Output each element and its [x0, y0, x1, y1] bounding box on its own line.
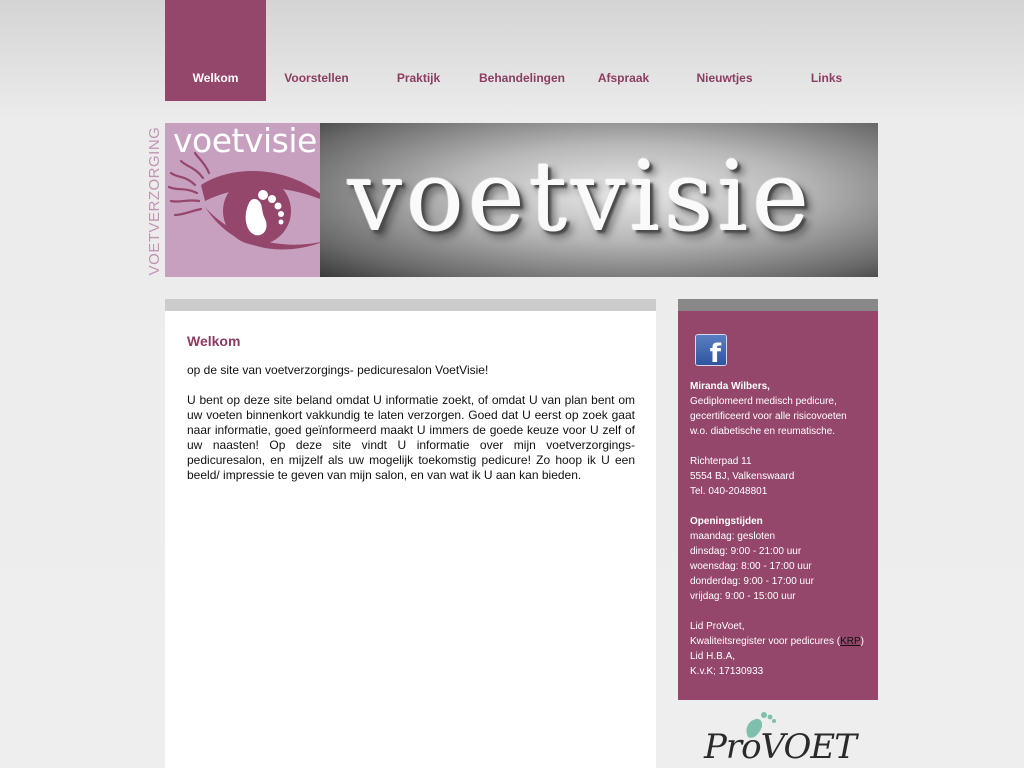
member-hba: Lid H.B.A,	[690, 651, 736, 662]
main-topbar	[165, 299, 656, 311]
hours-wed: woensdag: 8:00 - 17:00 uur	[690, 561, 812, 572]
logo-title: voetvisie	[173, 123, 317, 160]
owner-name: Miranda Wilbers,	[690, 381, 770, 392]
provoet-text: ProVOET	[704, 727, 856, 767]
nav-afspraak[interactable]: Afspraak	[597, 71, 650, 85]
nav-voorstellen[interactable]: Voorstellen	[284, 71, 349, 85]
hours-tue: dinsdag: 9:00 - 21:00 uur	[690, 546, 802, 557]
eye-foot-icon	[165, 123, 320, 277]
address-line-2: 5554 BJ, Valkenswaard	[690, 471, 795, 482]
sidebar-topbar	[678, 299, 878, 311]
page-title: Welkom	[187, 333, 241, 349]
phone: Tel. 040-2048801	[690, 486, 768, 497]
banner-photo-text: voetvisie	[348, 141, 814, 253]
logo-box[interactable]	[165, 123, 320, 277]
role-line-1: Gediplomeerd medisch pedicure,	[690, 396, 837, 407]
facebook-icon[interactable]: f	[696, 335, 726, 365]
nav-nieuwtjes[interactable]: Nieuwtjes	[696, 71, 753, 85]
address-line-1: Richterpad 11	[690, 456, 752, 467]
nav-praktijk[interactable]: Praktijk	[396, 71, 441, 85]
kwaliteit-line: Kwaliteitsregister voor pedicures (KRP)	[690, 636, 864, 647]
hours-mon: maandag: gesloten	[690, 531, 776, 542]
hours-title: Openingstijden	[690, 516, 763, 527]
role-line-3: w.o. diabetische en reumatische.	[690, 426, 836, 437]
intro-text: op de site van voetverzorgings- pedicuresalon VoetVisie!	[187, 363, 489, 377]
hours-thu: donderdag: 9:00 - 17:00 uur	[690, 576, 814, 587]
body-text: U bent op deze site beland omdat U informatie zoekt, of omdat U van plan bent om uw voeten binnenkort vakkundig te laten verzorgen. Goed dat U eerst op zoek gaat naar informatie, goed geïnformeerd maakt U immers de goede keuze voor U zelf of uw naasten! Op deze site vindt U informatie over mijn voetverzorgings-pedicuresalon, en mijzelf als uw mogelijk toekomstig pedicure! Zo hoop ik U een beeld/ impressie te geven van mijn salon, en van wat ik U aan kan bieden.	[187, 393, 635, 482]
member-provoet: Lid ProVoet,	[690, 621, 745, 632]
sidebar	[678, 311, 878, 700]
header-banner	[145, 123, 878, 277]
role-line-2: gecertificeerd voor alle risicovoeten	[690, 411, 847, 422]
nav-behandelingen[interactable]: Behandelingen	[478, 71, 565, 85]
nav-welkom[interactable]: Welkom	[165, 0, 266, 101]
kvk-number: K.v.K; 17130933	[690, 666, 764, 677]
main-content	[165, 311, 656, 768]
provoet-logo[interactable]	[698, 705, 858, 768]
banner-side-text: VOETVERZORGING	[146, 126, 163, 276]
nav-links[interactable]: Links	[810, 71, 843, 85]
contact-info	[690, 379, 875, 679]
krp-link[interactable]: KRP	[840, 636, 861, 647]
hours-fri: vrijdag: 9:00 - 15:00 uur	[690, 591, 796, 602]
banner-photo	[320, 123, 878, 277]
main-nav	[165, 0, 878, 101]
